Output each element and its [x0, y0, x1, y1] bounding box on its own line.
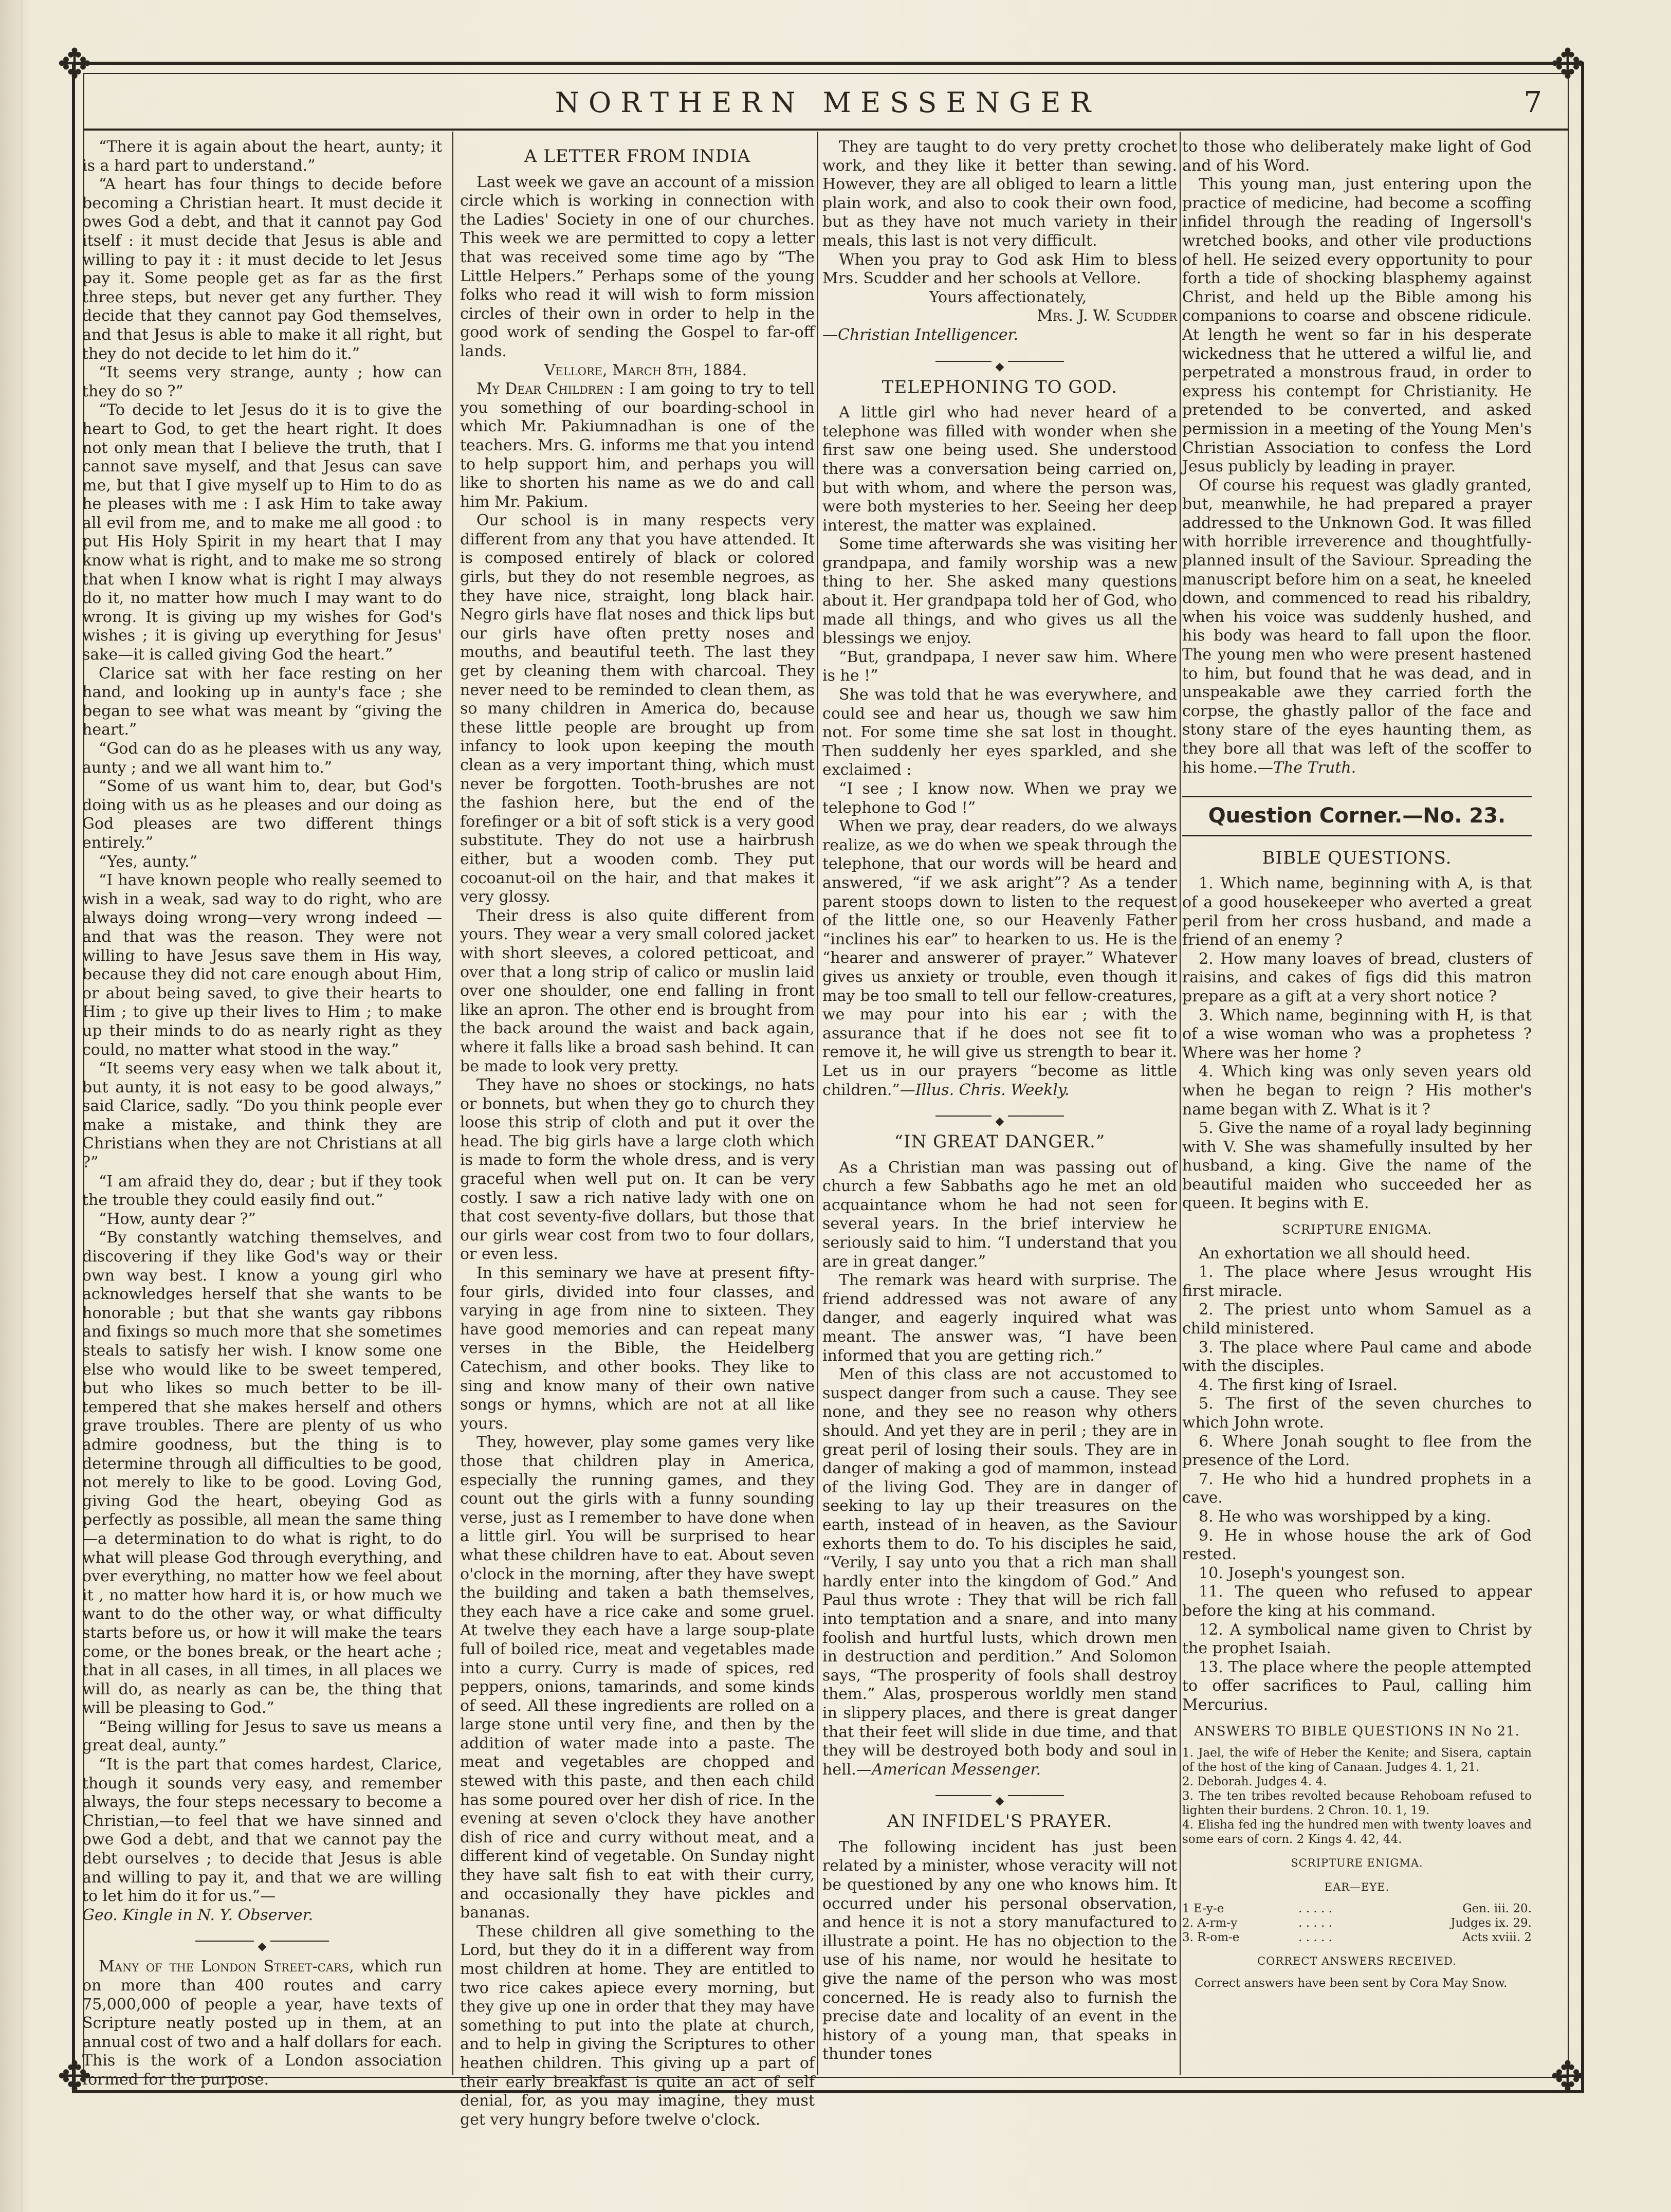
- answer-reference: Acts xviii. 2: [1462, 1931, 1532, 1945]
- column-rule: [1180, 132, 1181, 2075]
- paragraph: Last week we gave an account of a mission circle which is working in connection with the Ladies' Society in one of our churches. This week we are permitted to copy a letter that was received some time ago by “The Little Helpers.” Perhaps some of the young folks who read it will wish to form mission circles of their own in order to help in the good work of sending the Gospel to far-off lands.: [460, 173, 815, 360]
- question-corner-heading: Question Corner.—No. 23.: [1182, 796, 1532, 836]
- paragraph: They are taught to do very pretty crochet work, and they like it better than sewing. However, they are all obliged to learn a little plain work, and also to cook their own food, but as they have not much variety in their meals, this last is not very difficult.: [822, 138, 1177, 250]
- divider-ornament-icon: ◆: [991, 1795, 1008, 1807]
- section-subheading: SCRIPTURE ENIGMA.: [1282, 1222, 1432, 1237]
- corner-ornament-icon: ✥: [57, 40, 92, 88]
- paragraph: “It is the part that comes hardest, Clarice, though it sounds very easy, and remember always, the four steps necessary to become a Christian,—to feel that we have sinned and owe God a debt, and that we cannot pay the debt ourselves ; to decide that Jesus is able and willing to pay it, and that we are willing to let him do it for us.”—: [82, 1756, 442, 1906]
- paragraph: “By constantly watching themselves, and discovering if they like God's way or their own way best. I know a young girl who acknowledges herself that she wants to be honorable ; but that she wants gay ribbons and fixings so much more that she sometimes steals to satisfy her wish. I know some one else who would like to be sweet tempered, but who likes so much better to be ill-tempered that she makes herself and others grave troubles. There are plenty of us who admire goodness, but the thing is to determine through all difficulties to be good, not merely to like to be good. Loving God, giving God the heart, obeying God as perfectly as possible, all mean the same thing—a determination to do what is right, to do what will please God through everything, and over everything, no matter how we feel about it , no matter how hard it is, or how much we want to do the other way, or what difficulty starts before us, or how it will make the tears come, or the bones break, or the heart ache ; that in all cases, in all times, in all places we will do, as nearly as can be, the thing that will be pleasing to God.”: [82, 1229, 442, 1717]
- paragraph: They, however, play some games very like those that children play in America, especially the running games, and they count out the girls with a funny sounding verse, just as I remember to have done when a little girl. You will be surprised to hear what these children have to eat. About seven o'clock in the morning, after they have swept the building and taken a bath themselves, they each have a rice cake and some gruel. At twelve they each have a large soup-plate full of boiled rice, meat and vegetables made into a curry. Curry is made of spices, red peppers, onions, tamarinds, and some kinds of seed. All these ingredients are rolled on a large stone until very fine, and then by the addition of water made into a paste. The meat and vegetables are chopped and stewed with this paste, and then each child has some poured over her dish of rice. In the evening at seven o'clock they have another dish of rice and curry without meat, and a different kind of vegetable. On Sunday night they have salt fish to eat with their curry, and occasionally they have pickles and bananas.: [460, 1433, 815, 1922]
- enigma-clue: 11. The queen who refused to appear before the king at his command.: [1182, 1583, 1532, 1620]
- paragraph: “I am afraid they do, dear ; but if they took the trouble they could easily find out.”: [82, 1172, 442, 1210]
- answer-dots: . . . . .: [1298, 1916, 1332, 1930]
- paragraph: “There it is again about the heart, aunty; it is a hard part to understand.”: [82, 138, 442, 175]
- paragraph: “A heart has four things to decide before becoming a Christian heart. It must decide it owes God a debt, and that it cannot pay God itself : it must decide that Jesus is able and willing to pay it : it must decide to let Jesus pay it. Some people get as far as the first three steps, but never get any further. They decide that they cannot pay God themselves, and that Jesus is able to make it all right, but they do not decide to let him do it.”: [82, 175, 442, 363]
- page-fold-shadow: [21, 0, 24, 2212]
- correct-answers: [1182, 1976, 1532, 1990]
- newspaper-title: NORTHERN MESSENGER: [555, 86, 1100, 119]
- column-4: [1182, 138, 1532, 2060]
- column-rule: [452, 132, 453, 2075]
- article-heading: “IN GREAT DANGER.”: [894, 1131, 1106, 1153]
- bible-question: 4. Which king was only seven years old when he began to reign ? His mother's name began with Z. What is it ?: [1182, 1063, 1532, 1119]
- section-subheading: CORRECT ANSWERS RECEIVED.: [1257, 1955, 1457, 1968]
- paragraph: This young man, just entering upon the practice of medicine, had become a scoffing infidel through the reading of Ingersoll's wretched books, and other vile productions of hell. He seized every opportunity to pour forth a tide of shocking blasphemy against Christ, and held up the Bible among his companions to coarse and obscene ridicule. At length he went so far in his desperate wickedness that he uttered a wilful lie, and perpetrated a monstrous fraud, in order to express his contempt for Christianity. He pretended to be converted, and asked permission in a meeting of the Young Men's Christian Association to confess the Lord Jesus publicly by leading in prayer.: [1182, 175, 1532, 476]
- paragraph-text: Of course his request was gladly granted, but, meanwhile, he had prepared a prayer addressed to the Unknown God. It was filled with horrible irreverence and thoughtfully-planned insult of the Saviour. Spreading the manuscript before him on a seat, he kneeled down, and commenced to read his ribaldry, when his voice was suddenly hushed, and his body was heard to fall upon the floor. The young men who were present hastened to him, but found that he was dead, and in unspeakable awe they carried forth the corpse, the ghastly pallor of the face and stony stare of the eyes haunting them, as they bore all that was left of the scoffer to his home.—: [1182, 476, 1532, 777]
- paragraph: “God can do as he pleases with us any way, aunty ; and we all want him to.”: [82, 740, 442, 777]
- source-text: The Truth.: [1273, 758, 1356, 777]
- answer-item: 4. Elisha fed ing the hundred men with twenty loaves and some ears of corn. 2 Kings 4. 42, 44.: [1182, 1818, 1532, 1847]
- paragraph: When you pray to God ask Him to bless Mrs. Scudder and her schools at Vellore.: [822, 250, 1177, 288]
- answer-item: 3. The ten tribes revolted because Rehoboam refused to lighten their burdens. 2 Chron. 10. 1, 19.: [1182, 1789, 1532, 1818]
- answer-word: 3. R-om-e: [1182, 1931, 1240, 1945]
- note-text: which run on more than 400 routes and carry 75,000,000 of people a year, have texts of Scripture neatly posted up in them, at an annual cost of two and a half dollars for each. This is the work of a London association formed for the purpose.: [82, 1958, 442, 2089]
- answer-word: 1 E-y-e: [1182, 1902, 1224, 1916]
- answer-item: 1. Jael, the wife of Heber the Kenite; and Sisera, captain of the host of the king of Canaan. Judges 4. 1, 21.: [1182, 1746, 1532, 1775]
- enigma-clue: 1. The place where Jesus wrought His first miracle.: [1182, 1263, 1532, 1300]
- section-divider: [822, 356, 1177, 373]
- answer-reference: Judges ix. 29.: [1450, 1916, 1532, 1930]
- article-heading: A LETTER FROM INDIA: [524, 146, 751, 167]
- salutation: My Dear Children :: [476, 380, 624, 398]
- section-heading: BIBLE QUESTIONS.: [1262, 847, 1452, 868]
- answer-dots: . . . . .: [1298, 1931, 1332, 1945]
- enigma-clue: 6. Where Jonah sought to flee from the presence of the Lord.: [1182, 1432, 1532, 1470]
- source-text: Illus. Chris. Weekly.: [915, 1081, 1070, 1099]
- paragraph: The remark was heard with surprise. The friend addressed was not aware of any danger, and eagerly inquired what was meant. The answer was, “I have been informed that you are getting rich.”: [822, 1271, 1177, 1365]
- section-subheading: ANSWERS TO BIBLE QUESTIONS IN No 21.: [1194, 1723, 1520, 1739]
- divider-ornament-icon: ◆: [254, 1940, 271, 1953]
- paragraph: Our school is in many respects very different from any that you have attended. It is composed entirely of black or colored girls, but they do not resemble negroes, as they have nice, straight, long black hair. Negro girls have flat noses and thick lips but our girls have often pretty noses and mouths, and beautiful teeth. The last they get by cleaning them with charcoal. They never need to be reminded to clean them, as so many children in America do, because these little people are brought up from infancy to look upon keeping the mouth clean as a very important thing, which must never be forgotten. Tooth-brushes are not the fashion here, but the end of the forefinger or a bit of soft stick is a very good substitute. They do not use a hairbrush either, but a wooden comb. They put cocoanut-oil on the hair, and that makes it very glossy.: [460, 511, 815, 906]
- paragraph: [460, 380, 815, 511]
- correct-answers-text: Correct answers have been sent by Cora May Snow.: [1195, 1976, 1508, 1990]
- source-text: American Messenger.: [871, 1760, 1041, 1779]
- bible-question: 3. Which name, beginning with H, is that of a wise woman who was a prophetess ? Where was her home ?: [1182, 1006, 1532, 1062]
- enigma-answer-title: EAR—EYE.: [1324, 1880, 1390, 1893]
- answers-list: [1182, 1746, 1532, 1847]
- paragraph: “It seems very easy when we talk about it, but aunty, it is not easy to be good always,” said Clarice, sadly. “Do you think people ever make a mistake, and think they are Christians when they are not Christians at all ?”: [82, 1059, 442, 1172]
- paragraph: “It seems very strange, aunty ; how can they do so ?”: [82, 363, 442, 400]
- enigma-clue: 5. The first of the seven churches to which John wrote.: [1182, 1395, 1532, 1432]
- section-divider: [822, 1111, 1177, 1128]
- column-2: [460, 138, 815, 2129]
- answer-item: 2. Deborah. Judges 4. 4.: [1182, 1775, 1327, 1789]
- paragraph-text: When we pray, dear readers, do we always realize, as we do when we speak through the telephone, that our words will be heard and answered, “if we ask aright”? As a tender parent stoops down to listen to the request of the little one, so our Heavenly Father “inclines his ear” to hearken to us. He is the “hearer and answerer of prayer.” Whatever gives us anxiety or trouble, even though it may be too small to tell our fellow-creatures, we may pour into his ear ; with the assurance that if he does not see fit to remove it, he will give us strength to bear it. Let us in our prayers “become as little children.”—: [822, 817, 1177, 1099]
- bible-question: 5. Give the name of a royal lady beginning with V. She was shamefully insulted by her husband, a king. Give the name of the beautiful maiden who succeeded her as queen. It begins with E.: [1182, 1119, 1532, 1213]
- paragraph: They have no shoes or stockings, no hats or bonnets, but when they go to church they loose this strip of cloth and put it over the head. The big girls have a large cloth which is made to form the whole dress, and is very graceful when well put on. It can be very costly. I saw a rich native lady with one on that cost seventy-five dollars, but those that our girls wear cost from two to four dollars, or even less.: [460, 1076, 815, 1264]
- section-divider: [82, 1936, 442, 1953]
- column-rule: [817, 132, 818, 2075]
- section-subheading: SCRIPTURE ENIGMA.: [1291, 1857, 1423, 1870]
- table-row: [1182, 1902, 1532, 1916]
- enigma-clue: 9. He in whose house the ark of God rested.: [1182, 1526, 1532, 1564]
- paragraph: In this seminary we have at present fifty-four girls, divided into four classes, and varying in age from nine to sixteen. They have good memories and can repeat many verses in the Bible, the Heidelberg Catechism, and other books. They like to sing and know many of their own native songs or hymns, which are not at all like yours.: [460, 1264, 815, 1433]
- paragraph: Their dress is also quite different from yours. They wear a very small colored jacket with short sleeves, a colored petticoat, and over that a long strip of calico or muslin laid over one shoulder, one end falling in front like an apron. The other end is brought from the back around the waist and back again, where it falls like a broad sash behind. It can be made to look very pretty.: [460, 906, 815, 1075]
- paragraph: [822, 1365, 1177, 1779]
- paragraph: “But, grandpapa, I never saw him. Where is he !”: [822, 648, 1177, 685]
- article-source: —Christian Intelligencer.: [822, 325, 1019, 344]
- divider-ornament-icon: ◆: [991, 360, 1008, 373]
- paragraph: A little girl who had never heard of a telephone was filled with wonder when she first saw one being used. She understood there was a conversation being carried on, but with whom, and where the person was, were both mysteries to her. Seeing her deep interest, the matter was explained.: [822, 404, 1177, 535]
- street-cars-note: [82, 1958, 442, 2089]
- enigma-clue: 10. Joseph's youngest son.: [1199, 1564, 1406, 1582]
- divider-ornament-icon: ◆: [991, 1115, 1008, 1128]
- paragraph: As a Christian man was passing out of church a few Sabbaths ago he met an old acquaintance whom he had not seen for several years. In the brief interview he seriously said to him. “I understand that you are in great danger.”: [822, 1158, 1177, 1271]
- section-divider: [822, 1790, 1177, 1808]
- paragraph: Clarice sat with her face resting on her hand, and looking up in aunty's face ; she began to see what was meant by “giving the heart.”: [82, 664, 442, 739]
- table-row: [1182, 1916, 1532, 1930]
- article-heading: AN INFIDEL'S PRAYER.: [887, 1811, 1113, 1832]
- paragraph: “Some of us want him to, dear, but God's doing with us as he pleases and our doing as God pleases are two different things entirely.”: [82, 777, 442, 852]
- letter-signature: Mrs. J. W. Scudder: [1037, 307, 1177, 325]
- letter-closing: Yours affectionately,: [929, 288, 1087, 306]
- enigma-answer-table: [1182, 1902, 1532, 1945]
- paragraph: “To decide to let Jesus do it is to give the heart to God, to get the heart right. It does not only mean that I believe the truth, that I cannot save myself, and that Jesus can save me, but that I give myself up to Him to do as he pleases with me : I ask Him to take away all evil from me, and to make me all good : to put His Holy Spirit in my heart that I may know what is right, and to make me so strong that when I know what is right I may always do it, no matter how much I may want to do wrong. It is giving up my wishes for God's wishes ; it is giving up everything for Jesus' sake—it is called giving God the heart.”: [82, 401, 442, 664]
- article-heading: TELEPHONING TO GOD.: [882, 376, 1118, 397]
- column-3: [822, 138, 1177, 2063]
- source-text: Geo. Kingle in N. Y. Observer.: [82, 1906, 314, 1924]
- paragraph: “I see ; I know now. When we pray we telephone to God !”: [822, 780, 1177, 817]
- bible-question: 1. Which name, beginning with A, is that of a good housekeeper who averted a great peril from her cross husband, and made a friend of an enemy ?: [1182, 874, 1532, 949]
- note-lead: Many of the London Street-cars,: [99, 1958, 354, 1976]
- dateline: Vellore, March 8th, 1884.: [544, 361, 747, 379]
- enigma-clue: 7. He who hid a hundred prophets in a cave.: [1182, 1470, 1532, 1507]
- paragraph-text: Men of this class are not accustomed to suspect danger from such a cause. They see none, and they see no reason why others should. And yet they are in peril ; they are in great peril of losing their souls. They are in danger of making a god of mammon, instead of the living God. They are in danger of seeking to lay up their treasures on the earth, instead of in heaven, as the Saviour exhorts them to do. To his disciples he said, “Verily, I say unto you that a rich man shall hardly enter into the kingdom of God.” And Paul thus wrote : They that will be rich fall into temptation and a snare, and into many foolish and hurtful lusts, which drown men in destruction and perdition.” And Solomon says, “The prosperity of fools shall destroy them.” Alas, prosperous worldly men stand in slippery places, and there is great danger that their feet will slide in due time, and that they will be destroyed both body and soul in hell.—: [822, 1365, 1177, 1779]
- answer-word: 2. A-rm-y: [1182, 1916, 1238, 1930]
- enigma-clue: 3. The place where Paul came and abode with the disciples.: [1182, 1338, 1532, 1376]
- paragraph-text: I am going to try to tell you something of our boarding-school in which Mr. Pakiumnadhan is one of the teachers. Mrs. G. informs me that you intend to help support him, and perhaps you will like to shorten his name as we do and call him Mr. Pakium.: [460, 380, 815, 511]
- page-number: 7: [1523, 86, 1542, 119]
- answer-dots: . . . . .: [1298, 1902, 1332, 1916]
- masthead-rule: [83, 129, 1569, 131]
- paragraph: “Being willing for Jesus to save us means a great deal, aunty.”: [82, 1717, 442, 1755]
- enigma-clue: 13. The place where the people attempted to offer sacrifices to Paul, calling him Mercurius.: [1182, 1658, 1532, 1714]
- column-1: [82, 138, 442, 2089]
- article-source: [82, 1906, 442, 1925]
- paragraph: “Yes, aunty.”: [99, 852, 198, 871]
- paragraph: “How, aunty dear ?”: [99, 1210, 256, 1228]
- corner-ornament-icon: ✥: [1550, 2053, 1585, 2100]
- paragraph: [1182, 477, 1532, 778]
- enigma-clue: 8. He who was worshipped by a king.: [1199, 1507, 1491, 1526]
- bible-question: 2. How many loaves of bread, clusters of raisins, and cakes of figs did this matron prepare as a gift at a very short notice ?: [1182, 949, 1532, 1006]
- paragraph: to those who deliberately make light of God and of his Word.: [1182, 138, 1532, 175]
- corner-ornament-icon: ✥: [57, 2053, 92, 2100]
- paragraph: The following incident has just been related by a minister, whose veracity will not be questioned by any one who knows him. It occurred under his personal observation, and hence it is not a story manufactured to illustrate a point. He has no objection to the use of his name, nor would he hesitate to give the name of the person who was most concerned. He is ready also to furnish the precise date and locality of an event in the history of a young man, that speaks in thunder tones: [822, 1838, 1177, 2063]
- paragraph: She was told that he was everywhere, and could see and hear us, though we saw him not. For some time she sat lost in thought. Then suddenly her eyes sparkled, and she exclaimed :: [822, 686, 1177, 779]
- enigma-clue: 2. The priest unto whom Samuel as a child ministered.: [1182, 1301, 1532, 1338]
- enigma-clue: 12. A symbolical name given to Christ by the prophet Isaiah.: [1182, 1620, 1532, 1658]
- paragraph: These children all give something to the Lord, but they do it in a different way from most children at home. They are entitled to two rice cakes apiece every morning, but they give up one in order that they may have something to put into the plate at church, and to help in giving the Scriptures to other heathen children. This giving up a part of their early breakfast is quite an act of self denial, for, as you may imagine, they must get very hungry before twelve o'clock.: [460, 1922, 815, 2129]
- table-row: [1182, 1930, 1532, 1945]
- paragraph: “I have known people who really seemed to wish in a weak, sad way to do right, who are always doing wrong—very wrong indeed —and that was the reason. They were not willing to have Jesus save them in His way, because they did not care enough about Him, or about being saved, to give their hearts to Him ; to give up their lives to Him ; to make up their minds to do as nearly right as they could, no matter what stood in the way.”: [82, 871, 442, 1059]
- enigma-intro: An exhortation we all should heed.: [1199, 1244, 1471, 1263]
- paragraph: [822, 817, 1177, 1100]
- corner-ornament-icon: ✥: [1550, 40, 1585, 88]
- masthead: [93, 82, 1563, 129]
- enigma-clue: 4. The first king of Israel.: [1199, 1376, 1398, 1394]
- paragraph: Some time afterwards she was visiting her grandpapa, and family worship was a new thing to her. She asked many questions about it. Her grandpapa told her of God, who made all things, and who gives us all the blessings we enjoy.: [822, 535, 1177, 648]
- answer-reference: Gen. iii. 20.: [1462, 1902, 1532, 1916]
